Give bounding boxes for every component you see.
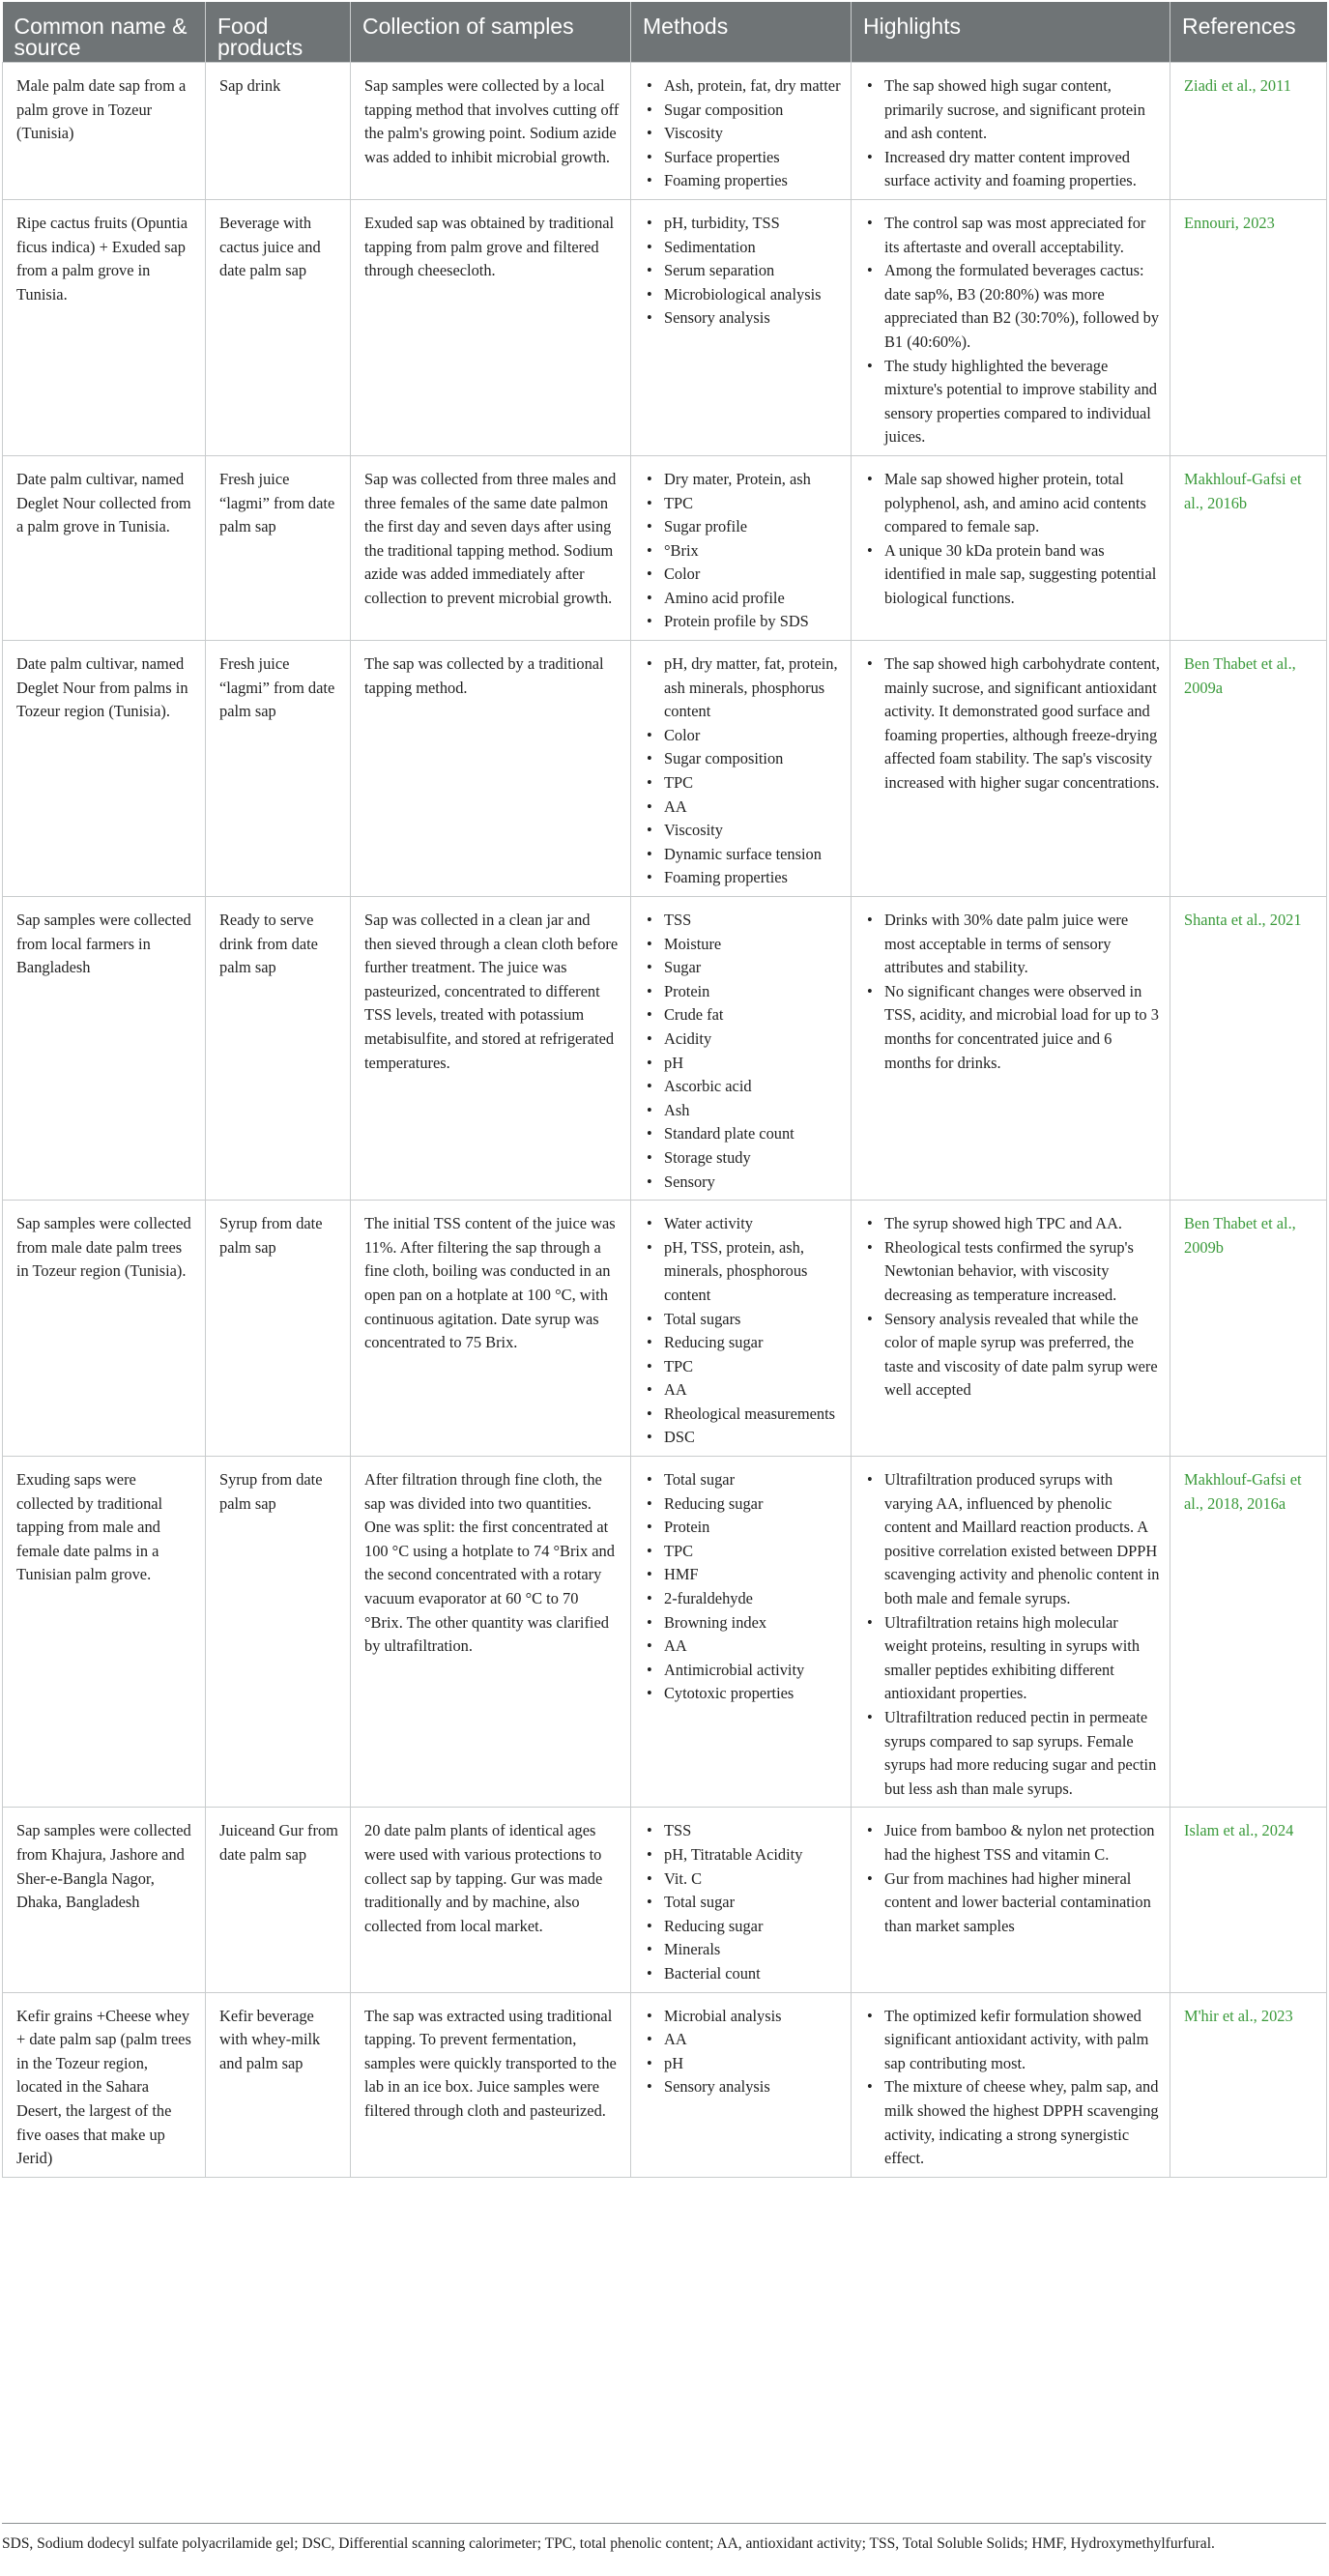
highlight-item: • The study highlighted the beverage mixture's potential to improve stability and sensory properties compared to individual juices. xyxy=(884,355,1160,449)
method-item: • Microbial analysis xyxy=(664,2005,841,2029)
method-item: • Protein profile by SDS xyxy=(664,610,841,634)
highlight-item: • Drinks with 30% date palm juice were most acceptable in terms of sensory attributes and stability. xyxy=(884,909,1160,980)
cell-reference[interactable]: Islam et al., 2024 xyxy=(1170,1808,1327,1992)
header-references: References xyxy=(1170,2,1327,63)
highlights-list xyxy=(865,212,1160,449)
cell-collection: The initial TSS content of the juice was 11%. After filtering the sap through a fine cloth, boiling was conducted in an open pan on a hotplate at 100 °C, with continuous agitation. Date syrup was concentrated to 75 Brix. xyxy=(351,1201,631,1457)
cell-product: Kefir beverage with whey-milk and palm sap xyxy=(206,1992,351,2177)
cell-source: Date palm cultivar, named Deglet Nour from palms in Tozeur region (Tunisia). xyxy=(3,641,206,897)
methods-list xyxy=(645,2005,841,2099)
cell-collection: After filtration through fine cloth, the sap was divided into two quantities. One was split: the first concentrated at 100 °C using a hotplate to 74 °Brix and the second concentrated with a rotary vacuum evaporator at 60 °C to 70 °Brix. The other quantity was clarified by ultrafiltration. xyxy=(351,1457,631,1808)
method-item: • DSC xyxy=(664,1426,841,1450)
cell-methods xyxy=(631,1201,852,1457)
cell-highlights xyxy=(852,897,1170,1201)
cell-methods xyxy=(631,1992,852,2177)
method-item: • AA xyxy=(664,1635,841,1659)
highlights-list xyxy=(865,74,1160,193)
method-item: • Surface properties xyxy=(664,146,841,170)
method-item: • Color xyxy=(664,724,841,748)
method-item: • TPC xyxy=(664,1355,841,1379)
cell-reference[interactable]: Ben Thabet et al., 2009a xyxy=(1170,641,1327,897)
method-item: • TPC xyxy=(664,1540,841,1564)
cell-highlights xyxy=(852,1992,1170,2177)
method-item: • Rheological measurements xyxy=(664,1403,841,1427)
method-item: • Reducing sugar xyxy=(664,1492,841,1517)
cell-product: Ready to serve drink from date palm sap xyxy=(206,897,351,1201)
highlight-item: • Juice from bamboo & nylon net protection had the highest TSS and vitamin C. xyxy=(884,1819,1160,1867)
methods-list xyxy=(645,652,841,890)
highlights-list xyxy=(865,1819,1160,1938)
highlight-item: • Increased dry matter content improved surface activity and foaming properties. xyxy=(884,146,1160,193)
method-item: • Ash, protein, fat, dry matter xyxy=(664,74,841,99)
cell-product: Fresh juice “lagmi” from date palm sap xyxy=(206,641,351,897)
cell-reference[interactable]: Makhlouf-Gafsi et al., 2018, 2016a xyxy=(1170,1457,1327,1808)
cell-source: Sap samples were collected from local farmers in Bangladesh xyxy=(3,897,206,1201)
methods-list xyxy=(645,74,841,193)
method-item: • Vit. C xyxy=(664,1867,841,1892)
table-header xyxy=(3,2,1327,63)
cell-source: Ripe cactus fruits (Opuntia ficus indica) + Exuded sap from a palm grove in Tunisia. xyxy=(3,199,206,455)
method-item: • Ascorbic acid xyxy=(664,1075,841,1099)
method-item: • Sugar xyxy=(664,956,841,980)
method-item: • Amino acid profile xyxy=(664,587,841,611)
highlight-item: • Male sap showed higher protein, total polyphenol, ash, and amino acid contents compared to female sap. xyxy=(884,468,1160,539)
cell-highlights xyxy=(852,641,1170,897)
highlight-item: • Ultrafiltration retains high molecular weight proteins, resulting in syrups with smaller peptides exhibiting different antioxidant properties. xyxy=(884,1611,1160,1706)
cell-product: Sap drink xyxy=(206,63,351,200)
method-item: • pH xyxy=(664,1052,841,1076)
cell-reference[interactable]: Shanta et al., 2021 xyxy=(1170,897,1327,1201)
method-item: • Microbiological analysis xyxy=(664,283,841,307)
method-item: • Bacterial count xyxy=(664,1962,841,1986)
highlight-item: • Sensory analysis revealed that while the color of maple syrup was preferred, the taste and viscosity of date palm syrup were well accepted xyxy=(884,1308,1160,1403)
cell-reference[interactable]: Ben Thabet et al., 2009b xyxy=(1170,1201,1327,1457)
methods-list xyxy=(645,1212,841,1450)
header-row xyxy=(3,2,1327,63)
method-item: • Sensory analysis xyxy=(664,306,841,331)
method-item: • pH, Titratable Acidity xyxy=(664,1843,841,1867)
highlight-item: • A unique 30 kDa protein band was identified in male sap, suggesting potential biological functions. xyxy=(884,539,1160,611)
cell-product: Fresh juice “lagmi” from date palm sap xyxy=(206,455,351,640)
footnote: SDS, Sodium dodecyl sulfate polyacrilamide gel; DSC, Differential scanning calorimeter; TPC, total phenolic content; AA, antioxidant activity; TSS, Total Soluble Solids; HMF, Hydroxymethylfurfural. xyxy=(2,2523,1326,2556)
highlights-list xyxy=(865,468,1160,611)
highlight-item: • Among the formulated beverages cactus: date sap%, B3 (20:80%) was more appreciated than B2 (30:70%), followed by B1 (40:60%). xyxy=(884,259,1160,354)
method-item: • Ash xyxy=(664,1099,841,1123)
highlight-item: • The optimized kefir formulation showed significant antioxidant activity, with palm sap contributing most. xyxy=(884,2005,1160,2076)
method-item: • Foaming properties xyxy=(664,169,841,193)
method-item: • Total sugar xyxy=(664,1468,841,1492)
table-row xyxy=(3,1808,1327,1992)
highlights-list xyxy=(865,2005,1160,2171)
cell-collection: Sap samples were collected by a local tapping method that involves cutting off the palm's growing point. Sodium azide was added to inhibit microbial growth. xyxy=(351,63,631,200)
cell-collection: Sap was collected from three males and three females of the same date palmon the first day and seven days after using the traditional tapping method. Sodium azide was added immediately after collection to prevent microbial growth. xyxy=(351,455,631,640)
cell-methods xyxy=(631,63,852,200)
method-item: • Standard plate count xyxy=(664,1122,841,1146)
table-row xyxy=(3,1457,1327,1808)
table-row xyxy=(3,641,1327,897)
highlight-item: • Rheological tests confirmed the syrup's Newtonian behavior, with viscosity decreasing as temperature increased. xyxy=(884,1236,1160,1308)
table-row xyxy=(3,199,1327,455)
cell-source: Sap samples were collected from male date palm trees in Tozeur region (Tunisia). xyxy=(3,1201,206,1457)
cell-reference[interactable]: M'hir et al., 2023 xyxy=(1170,1992,1327,2177)
cell-source: Male palm date sap from a palm grove in Tozeur (Tunisia) xyxy=(3,63,206,200)
cell-methods xyxy=(631,1808,852,1992)
method-item: • Sensory analysis xyxy=(664,2075,841,2099)
highlight-item: • The control sap was most appreciated for its aftertaste and overall acceptability. xyxy=(884,212,1160,259)
method-item: • Protein xyxy=(664,1516,841,1540)
method-item: • pH, turbidity, TSS xyxy=(664,212,841,236)
cell-collection: 20 date palm plants of identical ages were used with various protections to collect sap by tapping. Gur was made traditionally and by machine, also collected from local market. xyxy=(351,1808,631,1992)
table-row xyxy=(3,455,1327,640)
cell-collection: The sap was collected by a traditional tapping method. xyxy=(351,641,631,897)
methods-list xyxy=(645,468,841,634)
cell-highlights xyxy=(852,199,1170,455)
method-item: • Cytotoxic properties xyxy=(664,1682,841,1706)
cell-highlights xyxy=(852,63,1170,200)
cell-product: Syrup from date palm sap xyxy=(206,1201,351,1457)
method-item: • Serum separation xyxy=(664,259,841,283)
cell-source: Exuding saps were collected by traditional tapping from male and female date palms in a Tunisian palm grove. xyxy=(3,1457,206,1808)
highlight-item: • Ultrafiltration produced syrups with varying AA, influenced by phenolic content and Maillard reaction products. A positive correlation existed between DPPH scavenging activity and phenolic content in both male and female syrups. xyxy=(884,1468,1160,1611)
highlights-list xyxy=(865,1212,1160,1403)
highlights-list xyxy=(865,1468,1160,1801)
method-item: • Viscosity xyxy=(664,819,841,843)
method-item: • Reducing sugar xyxy=(664,1915,841,1939)
method-item: • TPC xyxy=(664,771,841,796)
highlight-item: • Gur from machines had higher mineral content and lower bacterial contamination than market samples xyxy=(884,1867,1160,1939)
cell-source: Date palm cultivar, named Deglet Nour collected from a palm grove in Tunisia. xyxy=(3,455,206,640)
method-item: • Storage study xyxy=(664,1146,841,1171)
cell-collection: The sap was extracted using traditional tapping. To prevent fermentation, samples were quickly transported to the lab in an ice box. Juice samples were filtered through cloth and pasteurized. xyxy=(351,1992,631,2177)
methods-list xyxy=(645,1468,841,1706)
method-item: • Color xyxy=(664,563,841,587)
cell-methods xyxy=(631,897,852,1201)
method-item: • Total sugars xyxy=(664,1308,841,1332)
table-row xyxy=(3,897,1327,1201)
method-item: • Dry mater, Protein, ash xyxy=(664,468,841,492)
method-item: • Total sugar xyxy=(664,1891,841,1915)
method-item: • AA xyxy=(664,796,841,820)
method-item: • Browning index xyxy=(664,1611,841,1635)
cell-product: Beverage with cactus juice and date palm sap xyxy=(206,199,351,455)
method-item: • Dynamic surface tension xyxy=(664,843,841,867)
highlights-list xyxy=(865,909,1160,1075)
method-item: • Minerals xyxy=(664,1938,841,1962)
method-item: • Antimicrobial activity xyxy=(664,1659,841,1683)
method-item: • pH, dry matter, fat, protein, ash minerals, phosphorus content xyxy=(664,652,841,724)
cell-methods xyxy=(631,641,852,897)
highlight-item: • Ultrafiltration reduced pectin in permeate syrups compared to sap syrups. Female syrups had more reducing sugar and pectin but less ash than male syrups. xyxy=(884,1706,1160,1801)
cell-collection: Sap was collected in a clean jar and then sieved through a clean cloth before further treatment. The juice was pasteurized, concentrated to different TSS levels, treated with potassium metabisulfite, and stored at refrigerated temperatures. xyxy=(351,897,631,1201)
method-item: • HMF xyxy=(664,1563,841,1587)
methods-list xyxy=(645,1819,841,1985)
highlight-item: • No significant changes were observed in TSS, acidity, and microbial load for up to 3 months for concentrated juice and 6 months for drinks. xyxy=(884,980,1160,1075)
cell-methods xyxy=(631,1457,852,1808)
method-item: • Foaming properties xyxy=(664,866,841,890)
cell-source: Sap samples were collected from Khajura, Jashore and Sher-e-Bangla Nagor, Dhaka, Bangladesh xyxy=(3,1808,206,1992)
header-collection: Collection of samples xyxy=(351,2,631,63)
cell-reference[interactable]: Ennouri, 2023 xyxy=(1170,199,1327,455)
methods-list xyxy=(645,212,841,331)
method-item: • TPC xyxy=(664,492,841,516)
method-item: • Reducing sugar xyxy=(664,1331,841,1355)
method-item: • Sugar composition xyxy=(664,99,841,123)
cell-reference[interactable]: Ziadi et al., 2011 xyxy=(1170,63,1327,200)
highlight-item: • The syrup showed high TPC and AA. xyxy=(884,1212,1160,1236)
highlight-item: • The sap showed high sugar content, primarily sucrose, and significant protein and ash content. xyxy=(884,74,1160,146)
highlight-item: • The sap showed high carbohydrate content, mainly sucrose, and significant antioxidant activity. It demonstrated good surface and foaming properties, although freeze-drying affected foam stability. The sap's viscosity increased with higher sugar concentrations. xyxy=(884,652,1160,796)
method-item: • Acidity xyxy=(664,1028,841,1052)
table-body xyxy=(3,63,1327,2178)
method-item: • Crude fat xyxy=(664,1003,841,1028)
table-row xyxy=(3,1992,1327,2177)
cell-source: Kefir grains +Cheese whey + date palm sap (palm trees in the Tozeur region, located in the Sahara Desert, the largest of the five oases that make up Jerid) xyxy=(3,1992,206,2177)
method-item: • 2-furaldehyde xyxy=(664,1587,841,1611)
cell-product: Juiceand Gur from date palm sap xyxy=(206,1808,351,1992)
cell-reference[interactable]: Makhlouf-Gafsi et al., 2016b xyxy=(1170,455,1327,640)
cell-highlights xyxy=(852,1808,1170,1992)
method-item: • °Brix xyxy=(664,539,841,564)
method-item: • Moisture xyxy=(664,933,841,957)
method-item: • Protein xyxy=(664,980,841,1004)
table-row xyxy=(3,1201,1327,1457)
cell-highlights xyxy=(852,1457,1170,1808)
header-food-products: Food products xyxy=(206,2,351,63)
method-item: • Viscosity xyxy=(664,122,841,146)
method-item: • pH xyxy=(664,2052,841,2076)
method-item: • Sedimentation xyxy=(664,236,841,260)
method-item: • Sugar composition xyxy=(664,747,841,771)
table-row xyxy=(3,63,1327,200)
method-item: • TSS xyxy=(664,909,841,933)
cell-collection: Exuded sap was obtained by traditional tapping from palm grove and filtered through cheesecloth. xyxy=(351,199,631,455)
header-highlights: Highlights xyxy=(852,2,1170,63)
cell-highlights xyxy=(852,455,1170,640)
highlight-item: • The mixture of cheese whey, palm sap, and milk showed the highest DPPH scavenging activity, indicating a strong synergistic effect. xyxy=(884,2075,1160,2170)
header-methods: Methods xyxy=(631,2,852,63)
method-item: • AA xyxy=(664,1378,841,1403)
method-item: • TSS xyxy=(664,1819,841,1843)
highlights-list xyxy=(865,652,1160,796)
method-item: • pH, TSS, protein, ash, minerals, phosphorous content xyxy=(664,1236,841,1308)
method-item: • AA xyxy=(664,2028,841,2052)
cell-methods xyxy=(631,455,852,640)
method-item: • Water activity xyxy=(664,1212,841,1236)
cell-methods xyxy=(631,199,852,455)
data-table xyxy=(2,2,1327,2178)
header-common-name: Common name & source xyxy=(3,2,206,63)
cell-highlights xyxy=(852,1201,1170,1457)
method-item: • Sensory xyxy=(664,1171,841,1195)
method-item: • Sugar profile xyxy=(664,515,841,539)
methods-list xyxy=(645,909,841,1194)
cell-product: Syrup from date palm sap xyxy=(206,1457,351,1808)
